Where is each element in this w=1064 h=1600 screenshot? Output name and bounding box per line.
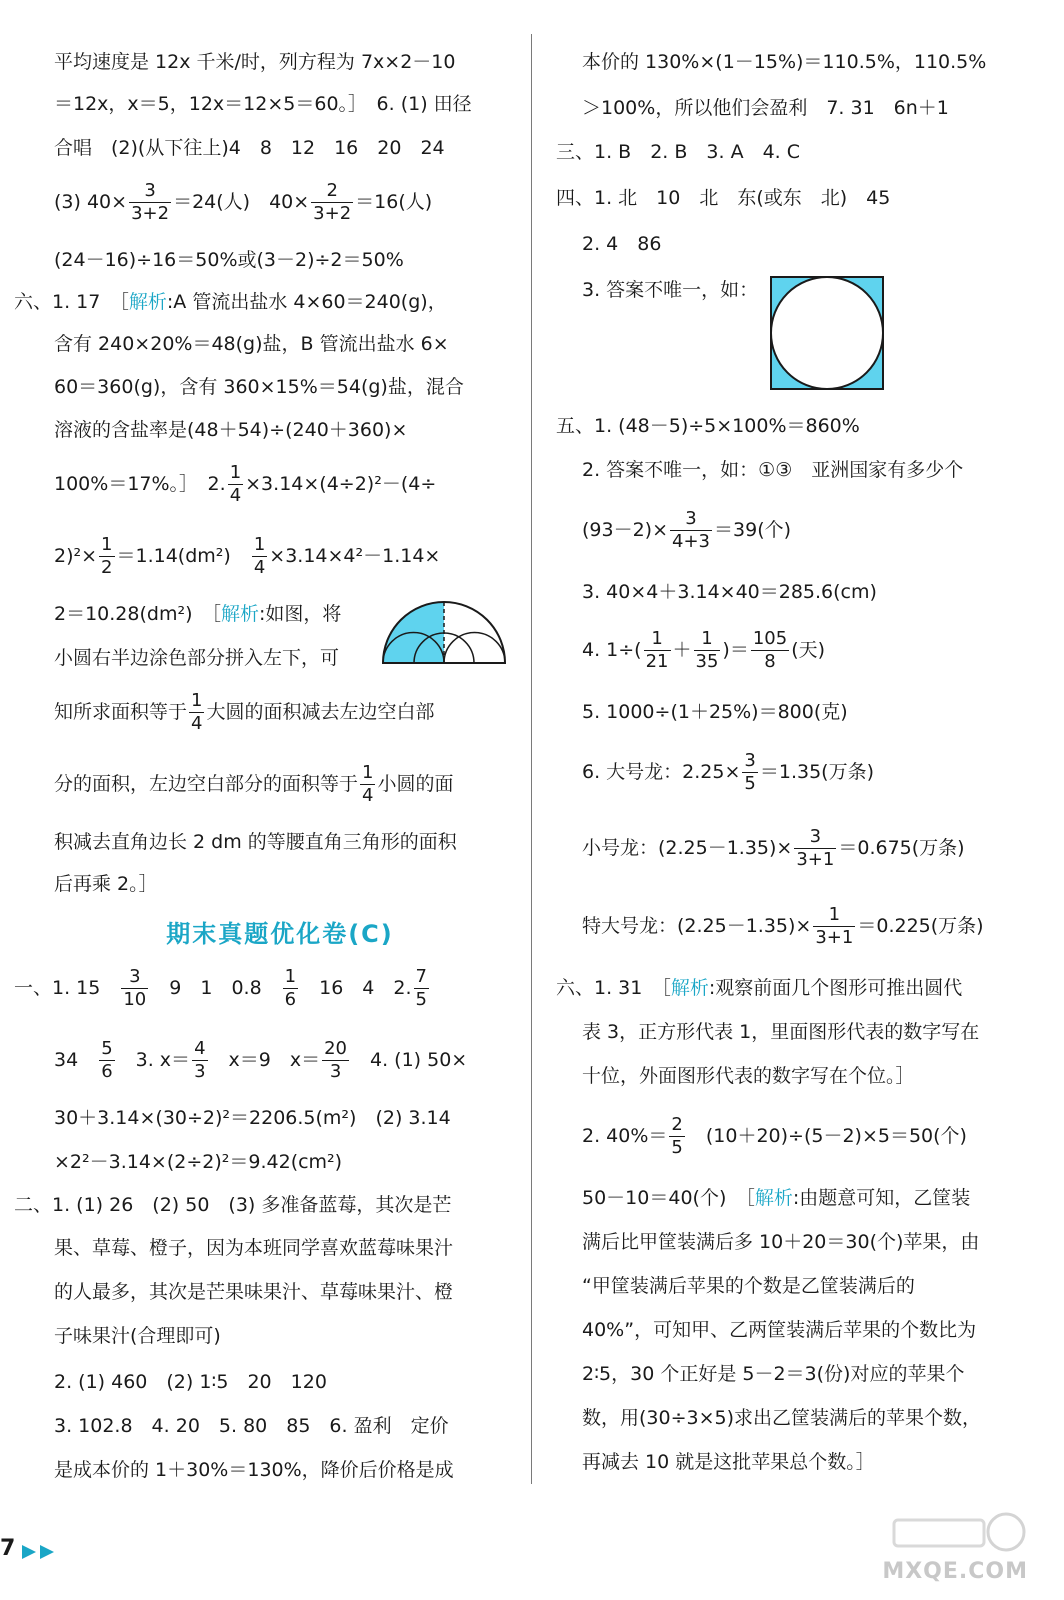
text-line: 60＝360(g)，含有 360×15%＝54(g)盐，混合 (54, 376, 464, 398)
text-line: 4. 1÷( $\frac{1}{21}$ ＋ $\frac{1}{35}$ )＝ $\frac{105}{8}$ (天) (582, 628, 826, 672)
text-run: (3) 40× (54, 191, 128, 213)
text-line: 一、1. 15 $\frac{3}{10}$ 9 1 0.8 $\frac{1}{6}$ 16 4 2. $\frac{7}{5}$ (14, 966, 427, 1010)
analysis-tag: 解析 (221, 603, 260, 625)
text-run: ＝16(人) (355, 191, 433, 213)
fraction: $\frac{1}{4}$ (229, 462, 242, 506)
text-line: 特大号龙：(2.25－1.35)× $\frac{1}{3+1}$ ＝0.225(万条) (582, 904, 984, 948)
text-line: 本价的 130%×(1－15%)＝110.5%，110.5% (582, 51, 987, 73)
text-line: 再减去 10 就是这批苹果总个数。］ (582, 1451, 875, 1473)
fraction: $\frac{3}{10}$ (123, 966, 147, 1010)
text-line: 2＝10.28(dm²) ［解析:如图，将 (54, 603, 342, 625)
text-line: 五、1. (48－5)÷5×100%＝860% (556, 415, 860, 437)
semicircle-figure (381, 600, 507, 666)
text-line: 100%＝17%。］ 2. $\frac{1}{4}$ ×3.14×(4÷2)²－(4÷ (54, 462, 437, 506)
text-line: ＝12x，x＝5，12x＝12×5＝60。］ 6. (1) 田径 (54, 93, 472, 115)
text-line: 二、1. (1) 26 (2) 50 (3) 多准备蓝莓，其次是芒 (14, 1194, 452, 1216)
text-line: 三、1. B 2. B 3. A 4. C (556, 141, 801, 163)
text-run: ＝24(人) 40× (173, 191, 310, 213)
text-line: 平均速度是 12x 千米/时，列方程为 7x×2－10 (54, 51, 456, 73)
text-line: (24－16)÷16＝50%或(3－2)÷2＝50% (54, 249, 404, 271)
text-line: ×2²－3.14×(2÷2)²＝9.42(cm²) (54, 1151, 343, 1173)
text-line: 表 3，正方形代表 1，里面图形代表的数字写在 (582, 1021, 980, 1043)
text-line: ＞100%，所以他们会盈利 7. 31 6n＋1 (582, 97, 949, 119)
fraction: $\frac{1}{21}$ (645, 628, 669, 672)
fraction: $\frac{7}{5}$ (415, 966, 427, 1010)
text-line: 2)²× $\frac{1}{2}$ ＝1.14(dm²) $\frac{1}{4}$ ×3.14×4²－1.14× (54, 534, 441, 578)
text-line: 子味果汁(合理即可) (54, 1325, 221, 1347)
analysis-tag: 解析 (754, 1187, 793, 1209)
text-line: 2. 答案不唯一，如：①③ 亚洲国家有多少个 (582, 459, 964, 481)
text-line: 数，用(30÷3×5)求出乙筐装满后的苹果个数， (582, 1407, 982, 1429)
fraction: $\frac{2}{3+2}$ (313, 180, 352, 224)
page-number: 7 (0, 1536, 16, 1561)
section-title: 期末真题优化卷(C) (166, 920, 394, 948)
text-line: 后再乘 2。］ (54, 873, 158, 895)
text-line: 2. (1) 460 (2) 1∶5 20 120 (54, 1371, 327, 1393)
fraction: $\frac{3}{3+2}$ (131, 180, 170, 224)
fraction: $\frac{1}{6}$ (284, 966, 297, 1010)
fraction: $\frac{3}{4+3}$ (672, 508, 711, 552)
fraction: $\frac{4}{3}$ (194, 1038, 206, 1082)
arrow-icon (22, 1544, 62, 1560)
fraction: $\frac{1}{4}$ (253, 534, 266, 578)
text-line: 是成本价的 1＋30%＝130%，降价后价格是成 (54, 1459, 454, 1481)
text-line: 2. 4 86 (582, 233, 662, 255)
fraction: $\frac{3}{5}$ (744, 750, 756, 794)
text-line: 3. 102.8 4. 20 5. 80 85 6. 盈利 定价 (54, 1415, 449, 1437)
watermark-text: MXQE.COM (882, 1559, 1028, 1584)
text-line: 合唱 (2)(从下往上)4 8 12 16 20 24 (54, 137, 445, 159)
text-line: 积减去直角边长 2 dm 的等腰直角三角形的面积 (54, 831, 457, 853)
text-line: 3. 40×4＋3.14×40＝285.6(cm) (582, 581, 877, 603)
text-line: “甲筐装满后苹果的个数是乙筐装满后的 (582, 1275, 915, 1297)
text-line: 6. 大号龙：2.25× $\frac{3}{5}$ ＝1.35(万条) (582, 750, 874, 794)
text-line: 十位，外面图形代表的数字写在个位。］ (582, 1065, 915, 1087)
text-line: 小圆右半边涂色部分拼入左下，可 (54, 647, 340, 669)
analysis-tag: 解析 (670, 977, 709, 999)
text-line: (93－2)× $\frac{3}{4+3}$ ＝39(个) (582, 508, 792, 552)
fraction: $\frac{5}{6}$ (101, 1038, 113, 1082)
fraction: $\frac{1}{3+1}$ (815, 904, 854, 948)
text-line: 满后比甲筐装满后多 10＋20＝30(个)苹果，由 (582, 1231, 980, 1253)
text-line: 分的面积，左边空白部分的面积等于 $\frac{1}{4}$ 小圆的面 (54, 762, 454, 806)
fraction: $\frac{1}{35}$ (695, 628, 719, 672)
fraction: $\frac{105}{8}$ (752, 628, 788, 672)
square-circle-figure (770, 276, 884, 390)
text-line: 3. 答案不唯一，如： (582, 279, 759, 301)
fraction: $\frac{1}{2}$ (101, 534, 113, 578)
fraction: $\frac{1}{4}$ (191, 690, 203, 734)
text-line: 40%”，可知甲、乙两筐装满后苹果的个数比为 (582, 1319, 977, 1341)
text-line: 小号龙：(2.25－1.35)× $\frac{3}{3+1}$ ＝0.675(万条) (582, 826, 965, 870)
text-line (54, 180, 432, 230)
text-line: 六、1. 31 ［解析:观察前面几个图形可推出圆代 (556, 977, 963, 999)
column-divider (531, 34, 532, 1484)
text-line: 四、1. 北 10 北 东(或东 北) 45 (556, 187, 891, 209)
text-line: 知所求面积等于 $\frac{1}{4}$ 大圆的面积减去左边空白部 (54, 690, 435, 734)
fraction: $\frac{2}{5}$ (671, 1114, 683, 1158)
text-line: 含有 240×20%＝48(g)盐，B 管流出盐水 6× (54, 333, 449, 355)
analysis-tag: 解析 (128, 291, 167, 313)
fraction: $\frac{3}{3+1}$ (796, 826, 835, 870)
text-line: 34 $\frac{5}{6}$ 3. x＝ $\frac{4}{3}$ x＝9 x＝ $\frac{20}{3}$ 4. (1) 50× (54, 1038, 468, 1082)
text-line: 30＋3.14×(30÷2)²＝2206.5(m²) (2) 3.14 (54, 1107, 451, 1129)
text-line: 2∶5，30 个正好是 5－2＝3(份)对应的苹果个 (582, 1363, 965, 1385)
text-line: 的人最多，其次是芒果味果汁、草莓味果汁、橙 (54, 1281, 454, 1303)
text-line: 六、1. 17 ［解析:A 管流出盐水 4×60＝240(g)， (14, 291, 447, 313)
text-line: 果、草莓、橙子，因为本班同学喜欢蓝莓味果汁 (54, 1237, 454, 1259)
text-line: 溶液的含盐率是(48＋54)÷(240＋360)× (54, 419, 408, 441)
text-line: 50－10＝40(个) ［解析:由题意可知，乙筐装 (582, 1187, 971, 1209)
fraction: $\frac{20}{3}$ (324, 1038, 347, 1082)
fraction: $\frac{1}{4}$ (362, 762, 374, 806)
text-line: 5. 1000÷(1＋25%)＝800(克) (582, 701, 848, 723)
text-line: 2. 40%＝ $\frac{2}{5}$ (10＋20)÷(5－2)×5＝50(个) (582, 1114, 967, 1158)
